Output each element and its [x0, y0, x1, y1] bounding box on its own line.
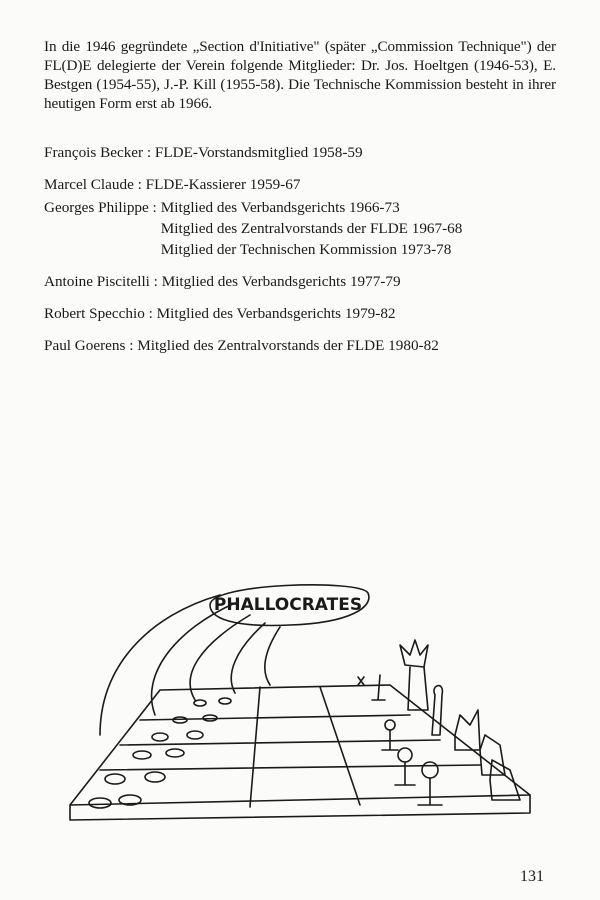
- member-name: Marcel Claude :: [44, 176, 142, 193]
- speech-swoosh: [190, 615, 250, 700]
- member-name: Georges Philippe :: [44, 199, 157, 216]
- member-entry-piscitelli: [44, 271, 564, 292]
- member-role: Mitglied des Verbandsgerichts 1979-82: [156, 305, 396, 322]
- member-role: Mitglied des Zentralvorstands der FLDE 1967-68: [160, 220, 463, 237]
- member-list: [44, 142, 564, 367]
- member-entry-claude: [44, 174, 564, 195]
- member-entry-philippe: [44, 197, 564, 260]
- member-role: Mitglied des Zentralvorstands der FLDE 1980-82: [137, 337, 439, 354]
- member-role: Mitglied der Technischen Kommission 1973-78: [160, 241, 452, 258]
- speech-swoosh: [231, 623, 265, 693]
- speech-swoosh: [265, 627, 280, 685]
- member-entry-goerens: [44, 335, 564, 356]
- speech-bubble-text: PHALLOCRATES: [213, 595, 363, 615]
- page-number: 131: [520, 868, 544, 885]
- member-entry-specchio: [44, 303, 564, 324]
- member-entry-becker: [44, 142, 564, 163]
- member-name: Paul Goerens :: [44, 337, 134, 354]
- chess-cartoon-illustration: [60, 575, 560, 845]
- member-role: Mitglied des Verbandsgerichts 1977-79: [161, 273, 401, 290]
- member-role: Mitglied des Verbandsgerichts 1966-73: [160, 199, 400, 216]
- member-role: FLDE-Kassierer 1959-67: [145, 176, 301, 193]
- intro-paragraph: In die 1946 gegründete „Section d'Initiative" (später „Commission Technique") der FL(D)E delegierte der Verein folgende Mitglieder: Dr. Jos. Hoeltgen (1946-53), E. Bestgen (1954-55), J.-P. Kill (1955-58). Die Technische Kommission besteht in ihrer heutigen Form erst ab 1966.: [44, 38, 556, 112]
- member-name: Antoine Piscitelli :: [44, 273, 158, 290]
- member-role: FLDE-Vorstandsmitglied 1958-59: [154, 144, 363, 161]
- member-name: Robert Specchio :: [44, 305, 153, 322]
- member-name: François Becker :: [44, 144, 152, 161]
